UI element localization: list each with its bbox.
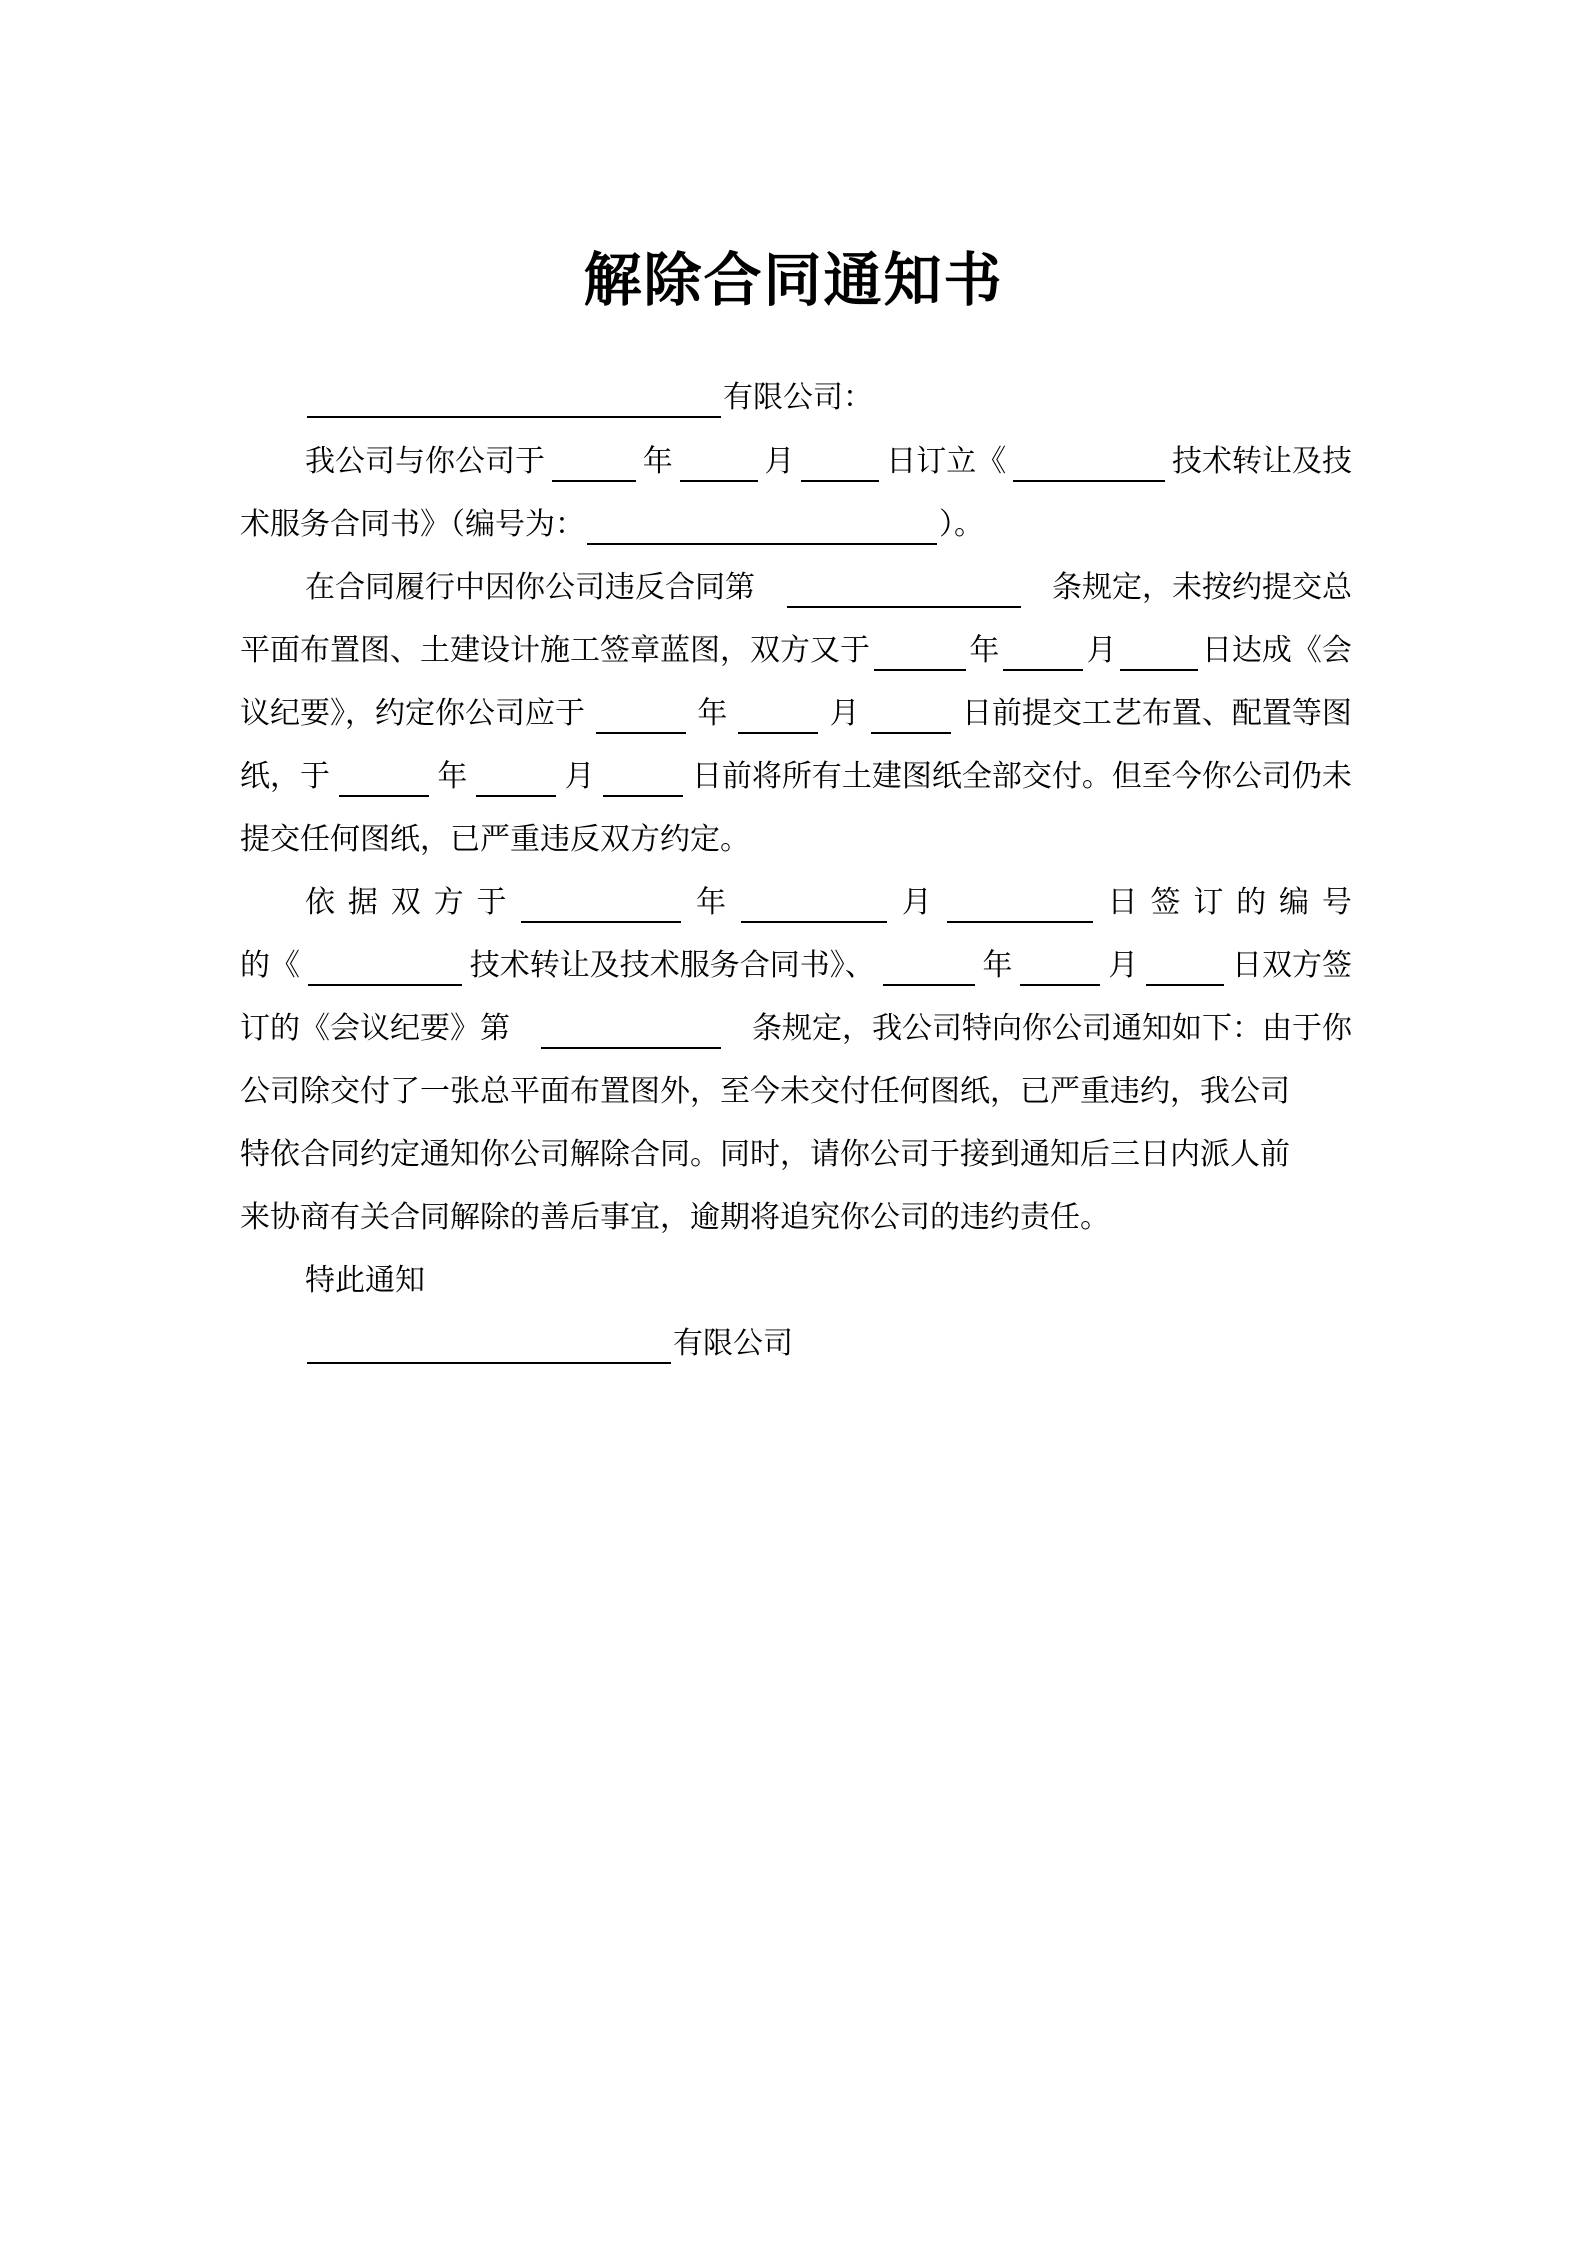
date-month-blank[interactable] [680, 448, 758, 482]
date-month-blank[interactable] [1003, 637, 1083, 671]
paragraph-3-line-3: 订的《会议纪要》第 条规定，我公司特向你公司通知如下：由于你 [240, 1009, 1352, 1049]
paragraph-3-line-4: 公司除交付了一张总平面布置图外，至今未交付任何图纸，已严重违约，我公司 [240, 1074, 1290, 1109]
signature-line [305, 1324, 1352, 1364]
contract-title-blank[interactable] [1013, 448, 1165, 482]
clause-number-blank[interactable] [787, 574, 1021, 608]
paragraph-3-line-6: 来协商有关合同解除的善后事宜，逾期将追究你公司的违约责任。 [240, 1200, 1110, 1235]
date-year-blank[interactable] [552, 448, 636, 482]
date-year-blank[interactable] [521, 889, 681, 923]
contract-title-blank[interactable] [308, 952, 462, 986]
clause-number-blank[interactable] [541, 1015, 721, 1049]
addressee-suffix: 有限公司： [723, 380, 873, 415]
paragraph-3-line-2: 的《 技术转让及技术服务合同书》、 年 月 日双方签 [240, 946, 1352, 986]
date-day-blank[interactable] [947, 889, 1093, 923]
contract-number-blank[interactable] [587, 511, 937, 545]
paragraph-2-line-4: 纸，于 年 月 日前将所有土建图纸全部交付。但至今你公司仍未 [240, 757, 1352, 797]
date-month-blank[interactable] [741, 889, 887, 923]
paragraph-3-line-1: 依 据 双 方 于 年 月 日 签 订 的 编 号 [305, 883, 1352, 923]
paragraph-3-line-5: 特依合同约定通知你公司解除合同。同时，请你公司于接到通知后三日内派人前 [240, 1137, 1290, 1172]
paragraph-1-line-2: 术服务合同书》（编号为： ）。 [240, 505, 1352, 545]
paragraph-2-line-3: 议纪要》，约定你公司应于 年 月 日前提交工艺布置、配置等图 [240, 694, 1352, 734]
signature-company-blank[interactable] [307, 1330, 671, 1364]
date-day-blank[interactable] [603, 763, 683, 797]
date-year-blank[interactable] [339, 763, 429, 797]
date-month-blank[interactable] [738, 700, 818, 734]
date-day-blank[interactable] [1146, 952, 1224, 986]
signature-suffix: 有限公司 [673, 1326, 793, 1361]
paragraph-1-line-1: 我公司与你公司于 年 月 日订立《 技术转让及技 [305, 442, 1352, 482]
date-year-blank[interactable] [874, 637, 966, 671]
date-day-blank[interactable] [801, 448, 879, 482]
date-month-blank[interactable] [1020, 952, 1100, 986]
date-year-blank[interactable] [883, 952, 975, 986]
date-year-blank[interactable] [596, 700, 686, 734]
date-day-blank[interactable] [871, 700, 951, 734]
paragraph-2-line-2: 平面布置图、土建设计施工签章蓝图，双方又于 年 月 日达成《会 [240, 631, 1352, 671]
addressee-line [305, 378, 1352, 418]
date-month-blank[interactable] [476, 763, 556, 797]
paragraph-2-line-1: 在合同履行中因你公司违反合同第 条规定，未按约提交总 [305, 568, 1352, 608]
paragraph-2-line-5: 提交任何图纸，已严重违反双方约定。 [240, 822, 750, 857]
date-day-blank[interactable] [1120, 637, 1198, 671]
company-name-blank[interactable] [307, 384, 721, 418]
closing-text: 特此通知 [305, 1263, 425, 1298]
document-title: 解除合同通知书 [583, 246, 1004, 314]
